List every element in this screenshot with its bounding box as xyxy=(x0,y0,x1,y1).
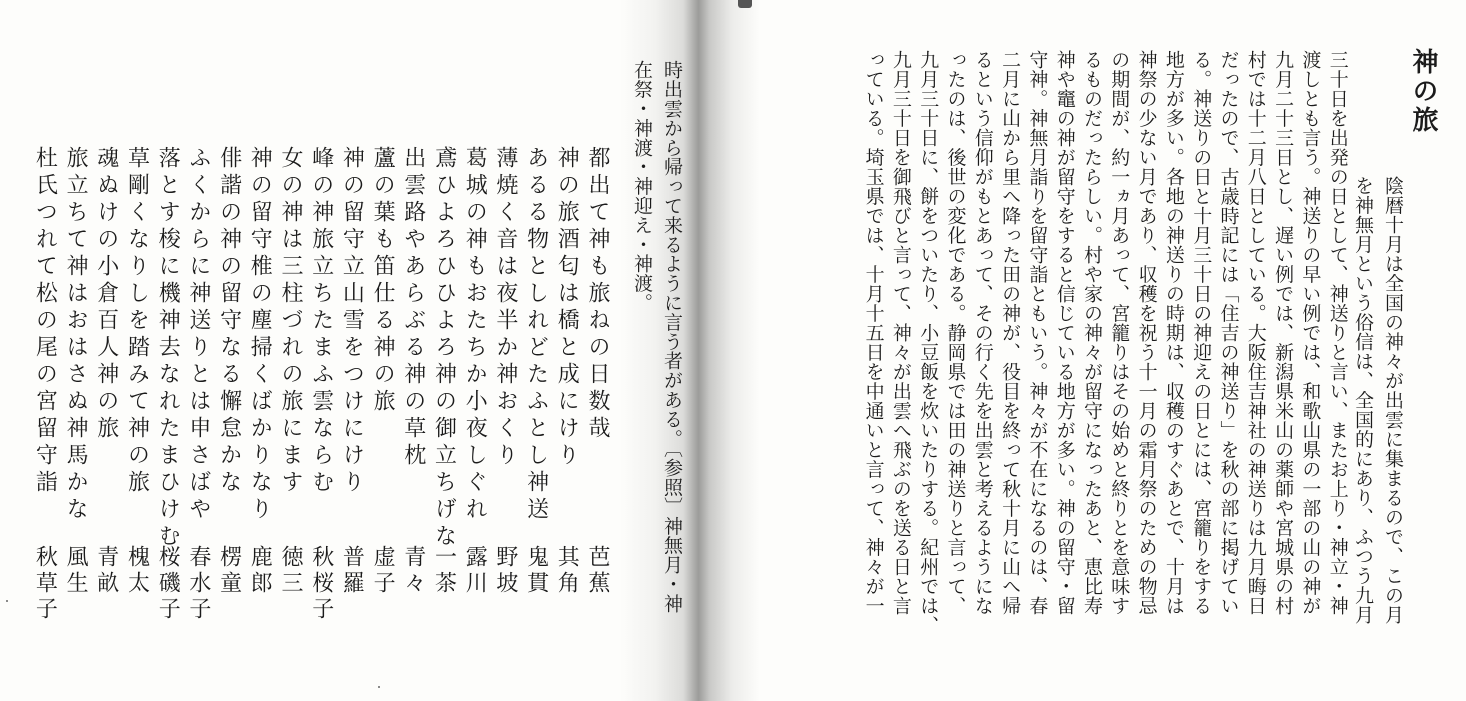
haiku-poet: 桜磯子 xyxy=(155,545,181,623)
haiku-poet: 徳三 xyxy=(278,545,303,597)
haiku-verse: 杜氏つれて松の尾の宮留守詣 xyxy=(32,146,58,497)
haiku-poet: 其角 xyxy=(554,545,580,597)
print-speck xyxy=(6,600,8,602)
entry-body-column: 陰暦十月は全国の神々が出雲に集まるので、この月 xyxy=(1382,176,1404,625)
entry-body-column: 神祭の少ない月であり、収穫を祝う十一月の霜月祭のための物忌 xyxy=(1135,50,1158,616)
haiku-verse: 魂ぬけの小倉百人神の旅 xyxy=(93,146,119,443)
haiku-poet: 鹿郎 xyxy=(247,545,273,597)
haiku-poet: 風生 xyxy=(63,545,89,597)
haiku-poet: 青畝 xyxy=(93,545,119,597)
entry-body-column: 地方が多い。各地の神送りの時期は、収穫のすぐあとで、十月は xyxy=(1162,50,1185,616)
haiku-verse: あるる物としれどたふとし神送 xyxy=(523,146,549,524)
entry-body-column: っている。埼玉県では、十月十五日を中通いと言って、神々が一 xyxy=(862,50,885,616)
entry-body-column: ったのは、後世の変化である。静岡県では田の神送りと言って、 xyxy=(944,50,967,616)
entry-body-column: るという信仰がもとあって、その行く先を出雲と考えるようにな xyxy=(971,50,994,616)
haiku-poet: 鬼貫 xyxy=(523,545,549,597)
haiku-poet: 芭蕉 xyxy=(585,545,610,597)
entry-body-column: だったので、古歳時記には「住吉の神送り」を秋の部に掲げてい xyxy=(1217,50,1240,616)
entry-body-column: 渡しとも言う。神送りの早い例では、和歌山県の一部の山の神が xyxy=(1299,50,1322,616)
entry-body-column: 二月に山から里へ降った田の神が、役目を終って秋十月に山へ帰 xyxy=(999,50,1022,616)
haiku-verse: 峰の神旅立ちたまふ雲ならむ xyxy=(308,146,334,497)
haiku-poet: 一茶 xyxy=(431,545,457,597)
haiku-verse: 蘆の葉も笛仕る神の旅 xyxy=(370,146,396,416)
haiku-poet: 露川 xyxy=(462,545,488,597)
entry-body-column: る。神送りの日と十月三十日の神迎えの日とには、宮籠りをする xyxy=(1190,50,1213,616)
entry-body-column: 九月三十日に、餅をついたり、小豆飯を炊いたりする。紀州では、 xyxy=(917,50,940,635)
haiku-verse: 都出て神も旅ねの日数哉 xyxy=(585,146,610,443)
haiku-poet: 青々 xyxy=(400,545,426,597)
entry-body-column: 九月二十三日とし、遅い例では、新潟県米山の薬師や宮城県の村 xyxy=(1272,50,1295,616)
entry-body-column: るものだったらしい。村や家の神々が留守になったあと、恵比寿 xyxy=(1081,50,1103,616)
entry-body-column: 九月三十日を御飛びと言って、神々が出雲へ飛ぶのを送る日と言 xyxy=(889,50,912,616)
haiku-verse: 草剛くなりしを踏みて神の旅 xyxy=(124,146,150,497)
entry-title: 神の旅 xyxy=(1408,48,1438,135)
haiku-poet: 槐太 xyxy=(124,545,150,597)
haiku-verse: 落とす梭に機神去なれたまひけむ xyxy=(155,146,181,551)
haiku-verse: 女の神は三柱づれの旅にます xyxy=(278,146,303,497)
haiku-verse: ふくからに神送りとは申さばや xyxy=(185,146,211,524)
entry-body-column: を神無月という俗信は、全国的にあり、ふつう九月 xyxy=(1352,176,1374,625)
entry-body-column: 守神。神無月詣りを留守詣ともいう。神々が不在になるのは、春 xyxy=(1026,50,1049,616)
haiku-poet: 虚子 xyxy=(370,545,396,597)
haiku-verse: 神の留守椎の塵掃くばかりなり xyxy=(247,146,273,524)
entry-reference-column: 時出雲から帰って来るように言う者がある。〔参照〕神無月・神 xyxy=(661,60,683,614)
haiku-verse: 出雲路やあらぶる神の草枕 xyxy=(400,146,426,470)
book-spine-mark xyxy=(738,0,752,8)
haiku-poet: 春水子 xyxy=(185,545,211,623)
haiku-verse: 薄焼く音は夜半か神おくり xyxy=(492,146,518,470)
haiku-poet: 楞童 xyxy=(216,545,242,597)
print-speck xyxy=(378,686,380,688)
haiku-poet: 普羅 xyxy=(339,545,365,597)
entry-body-column: の期間が、約一ヵ月あって、宮籠りはその始めと終りとを意味す xyxy=(1108,50,1131,616)
haiku-verse: 鳶ひよろひひよろ神の御立ちげな xyxy=(431,146,457,551)
haiku-poet: 秋草子 xyxy=(32,545,58,623)
haiku-poet: 野坡 xyxy=(492,545,518,597)
haiku-verse: 神の留守立山雪をつけにけり xyxy=(339,146,365,497)
entry-reference-column: 在祭・神渡・神迎え・神渡。 xyxy=(631,60,653,313)
entry-body-column: 三十日を出発の日として、神送りと言い、またお上り・神立・神 xyxy=(1326,50,1349,616)
haiku-verse: 旅立ちて神はおはさぬ神馬かな xyxy=(63,146,89,524)
haiku-verse: 神の旅酒匂は橋と成にけり xyxy=(554,146,580,470)
haiku-verse: 葛城の神もおたちか小夜しぐれ xyxy=(462,146,488,524)
entry-body-column: 村では十二月八日としている。大阪住吉神社の神送りは九月晦日 xyxy=(1244,50,1267,616)
haiku-verse: 俳諧の神の留守なる懈怠かな xyxy=(216,146,242,497)
haiku-poet: 秋桜子 xyxy=(308,545,334,623)
entry-body-column: 神や竈の神が留守をすると信じている地方が多い。神の留守・留 xyxy=(1053,50,1076,616)
